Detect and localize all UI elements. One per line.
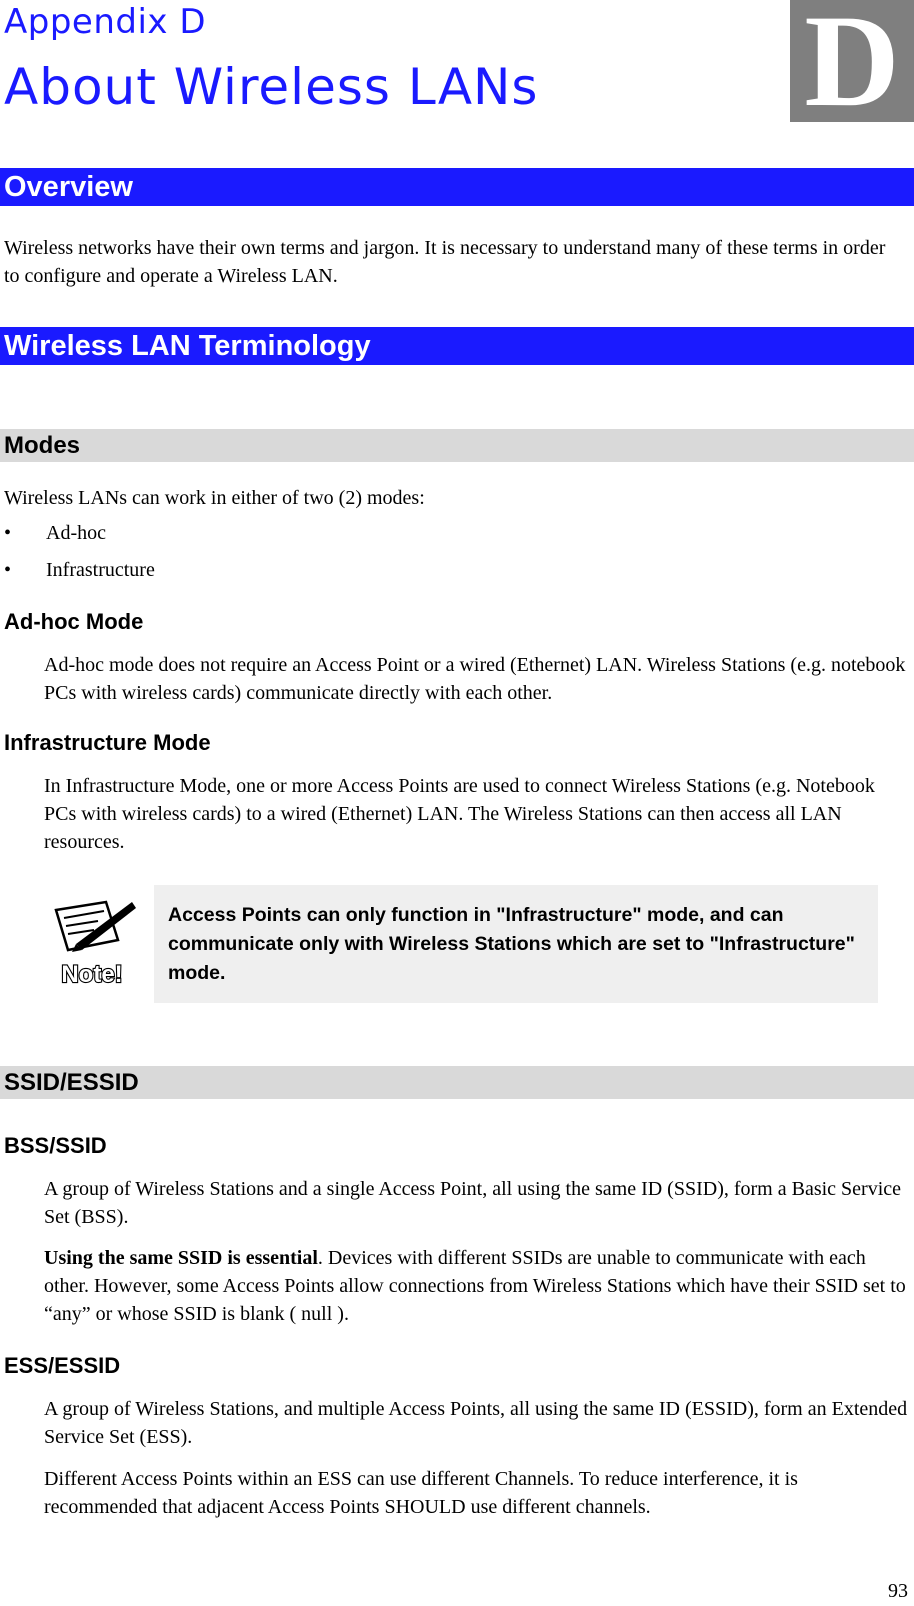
- bss-emphasis: Using the same SSID is essential: [44, 1247, 318, 1269]
- infrastructure-heading: Infrastructure Mode: [4, 730, 211, 755]
- ess-paragraph-2: Different Access Points within an ESS can use different Channels. To reduce interference, it is recommended that adjacent Access Points SHOULD use different channels.: [44, 1468, 798, 1518]
- bss-paragraph: A group of Wireless Stations and a single Access Point, all using the same ID (SSID), form a Basic Service Set (BSS).: [44, 1178, 902, 1228]
- bullet-icon: •: [4, 522, 12, 544]
- note-icon: [46, 896, 138, 988]
- page-number: 93: [888, 1580, 908, 1602]
- ess-heading: ESS/ESSID: [4, 1353, 121, 1378]
- infrastructure-paragraph: In Infrastructure Mode, one or more Access Points are used to connect Wireless Stations (e.g. Notebook PCs with wireless cards) to a wired (Ethernet) LAN. The Wireless Stations can then access all LAN resources.: [44, 775, 875, 853]
- note-box: [154, 885, 878, 1003]
- appendix-label: Appendix D: [4, 2, 207, 42]
- ssid-heading: SSID/ESSID: [0, 1066, 914, 1099]
- chapter-letter-box: D: [790, 0, 914, 122]
- modes-heading: Modes: [0, 429, 914, 462]
- modes-intro: Wireless LANs can work in either of two (2) modes:: [4, 487, 425, 509]
- overview-heading: Overview: [0, 168, 914, 206]
- note-text: Access Points can only function in "Infrastructure" mode, and can communicate only with Wireless Stations which are set to "Infrastructure" mode.: [168, 904, 855, 984]
- bullet-icon: •: [4, 559, 12, 581]
- adhoc-heading: Ad-hoc Mode: [4, 609, 144, 634]
- ess-paragraph-1: A group of Wireless Stations, and multiple Access Points, all using the same ID (ESSID), form an Extended Service Set (ESS).: [44, 1398, 908, 1448]
- page-title: About Wireless LANs: [4, 58, 539, 116]
- terminology-heading: Wireless LAN Terminology: [0, 327, 914, 365]
- bss-essential-paragraph: [44, 1244, 908, 1328]
- note-icon-label: Note!: [61, 961, 123, 988]
- list-item: [4, 556, 155, 584]
- adhoc-paragraph: Ad-hoc mode does not require an Access Point or a wired (Ethernet) LAN. Wireless Stations (e.g. notebook PCs with wireless cards) communicate directly with each other.: [44, 654, 906, 704]
- list-item-label: Ad-hoc: [46, 522, 106, 544]
- bss-heading: BSS/SSID: [4, 1133, 107, 1158]
- overview-paragraph: Wireless networks have their own terms and jargon. It is necessary to understand many of these terms in order to configure and operate a Wireless LAN.: [4, 237, 886, 287]
- list-item-label: Infrastructure: [46, 559, 155, 581]
- list-item: [4, 519, 106, 547]
- bss-emphasis-rest: . Devices with different SSIDs are unable to communicate with each other. However, some Access Points allow connections from Wireless Stations which have their SSID set to “any” or whose SSID is blank ( null ).: [44, 1247, 906, 1325]
